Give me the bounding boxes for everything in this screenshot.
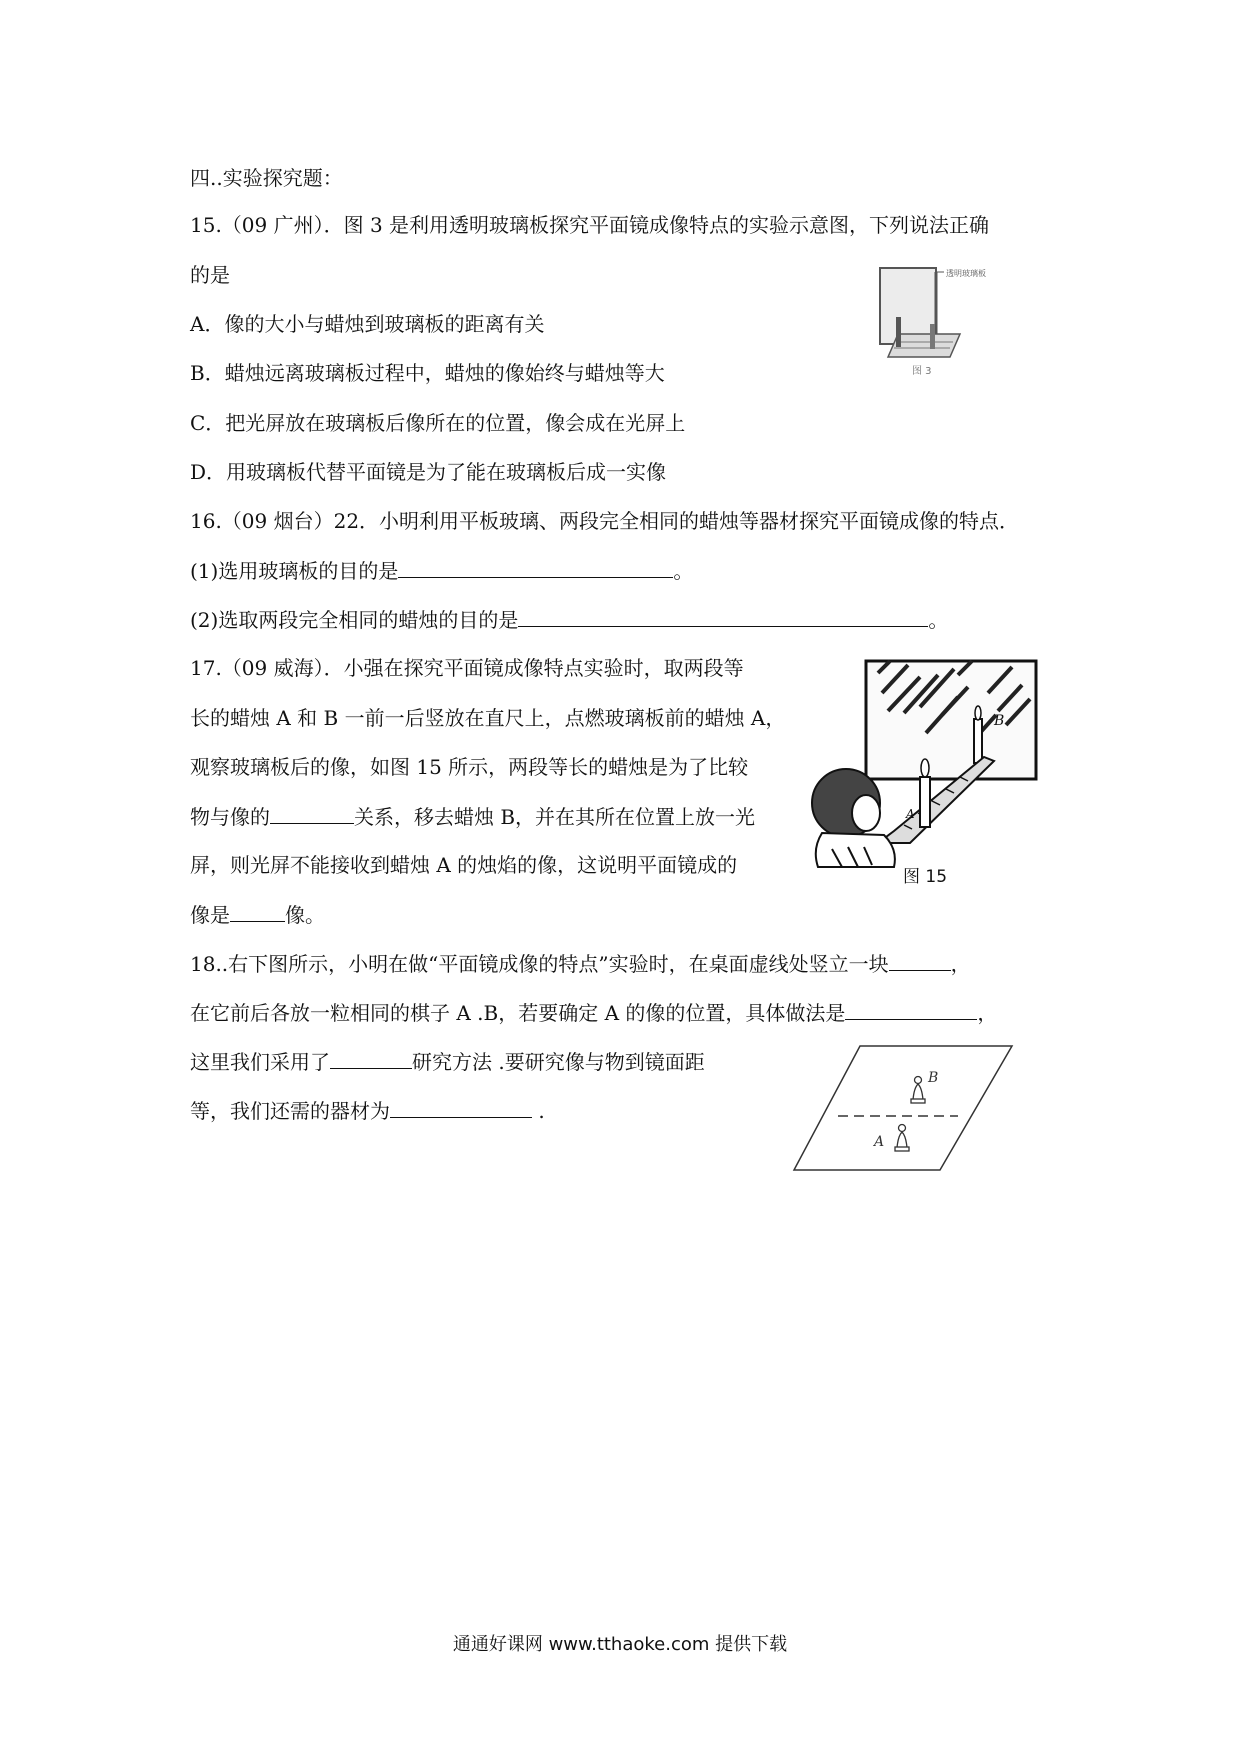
q18-blank-research-method[interactable]	[330, 1048, 412, 1069]
q18-line3-start: 这里我们采用了	[190, 1050, 330, 1074]
figure-18-label-a: A	[874, 1134, 885, 1150]
q16-part2-end: 。	[928, 608, 949, 632]
q18-blank-equipment[interactable]	[390, 1097, 532, 1118]
q16-part1-text: (1)选用玻璃板的目的是	[190, 559, 399, 583]
q18-line2	[190, 999, 997, 1026]
page-footer: 通通好课网 www.tthaoke.com 提供下载	[452, 1634, 788, 1655]
q17-blank-relation[interactable]	[270, 803, 354, 824]
q17-line3: 观察玻璃板后的像，如图 15 所示，两段等长的蜡烛是为了比较	[190, 755, 749, 779]
figure-3-label: 透明玻璃板	[946, 269, 986, 278]
q17-line4-end: 关系，移去蜡烛 B，并在其所在位置上放一光	[354, 805, 756, 829]
figure-3-caption: 图 3	[912, 366, 932, 377]
q15-option-b: B．蜡烛远离玻璃板过程中，蜡烛的像始终与蜡烛等大	[190, 361, 665, 385]
q17-line2: 长的蜡烛 A 和 B 一前一后竖放在直尺上，点燃玻璃板前的蜡烛 A，	[190, 706, 786, 730]
q17-line6-end: 像。	[285, 903, 325, 927]
q18-blank-method[interactable]	[845, 999, 977, 1020]
q15-option-d: D．用玻璃板代替平面镜是为了能在玻璃板后成一实像	[190, 460, 667, 484]
q18-line1-end: ，	[950, 952, 971, 976]
q17-line4-start: 物与像的	[190, 805, 270, 829]
q18-line4-end: .	[532, 1099, 545, 1123]
q18-line2-end: ，	[977, 1001, 998, 1025]
q16-part1-end: 。	[673, 559, 694, 583]
q18-line3	[190, 1048, 705, 1075]
q17-line5: 屏，则光屏不能接收到蜡烛 A 的烛焰的像，这说明平面镜成的	[190, 853, 738, 877]
q18-line4	[190, 1097, 545, 1124]
q15-line2: 的是	[190, 263, 230, 287]
figure-15-caption: 图 15	[903, 867, 948, 885]
q15-option-c: C．把光屏放在玻璃板后像所在的位置，像会成在光屏上	[190, 411, 686, 435]
figure-18-label-b: B	[928, 1070, 939, 1086]
section-title: 四..实验探究题：	[190, 166, 343, 190]
q16-part2-blank[interactable]	[518, 606, 928, 627]
q18-line2-text: 在它前后各放一粒相同的棋子 A .B，若要确定 A 的像的位置，具体做法是	[190, 1001, 846, 1025]
q18-line1	[190, 950, 971, 977]
q17-line1: 17.（09 威海）．小强在探究平面镜成像特点实验时，取两段等	[190, 656, 744, 680]
q15-line1: 15.（09 广州）．图 3 是利用透明玻璃板探究平面镜成像特点的实验示意图，下列说法正确	[190, 213, 990, 237]
q16-part2-text: (2)选取两段完全相同的蜡烛的目的是	[190, 608, 519, 632]
figure-15-label-a: A	[906, 807, 915, 821]
q18-line3-end: 研究方法 .要研究像与物到镜面距	[412, 1050, 705, 1074]
figure-15	[808, 653, 1048, 885]
q15-option-a: A．像的大小与蜡烛到玻璃板的距离有关	[190, 312, 545, 336]
q16-part1	[190, 557, 693, 584]
q18-blank-plate[interactable]	[889, 950, 951, 971]
q17-line4	[190, 803, 755, 830]
figure-18	[790, 1042, 1020, 1176]
figure-3	[868, 262, 1013, 382]
q18-line1-text: 18..右下图所示，小明在做“平面镜成像的特点”实验时，在桌面虚线处竖立一块	[190, 952, 889, 976]
q17-blank-image-type[interactable]	[230, 901, 285, 922]
q17-line6-start: 像是	[190, 903, 230, 927]
q16-part1-blank[interactable]	[398, 557, 673, 578]
q16-part2	[190, 606, 948, 633]
figure-15-label-b: B	[994, 713, 1005, 729]
q16-line1: 16.（09 烟台）22．小明利用平板玻璃、两段完全相同的蜡烛等器材探究平面镜成像的特点．	[190, 509, 1020, 533]
q18-line4-start: 等，我们还需的器材为	[190, 1099, 390, 1123]
q17-line6	[190, 901, 325, 928]
